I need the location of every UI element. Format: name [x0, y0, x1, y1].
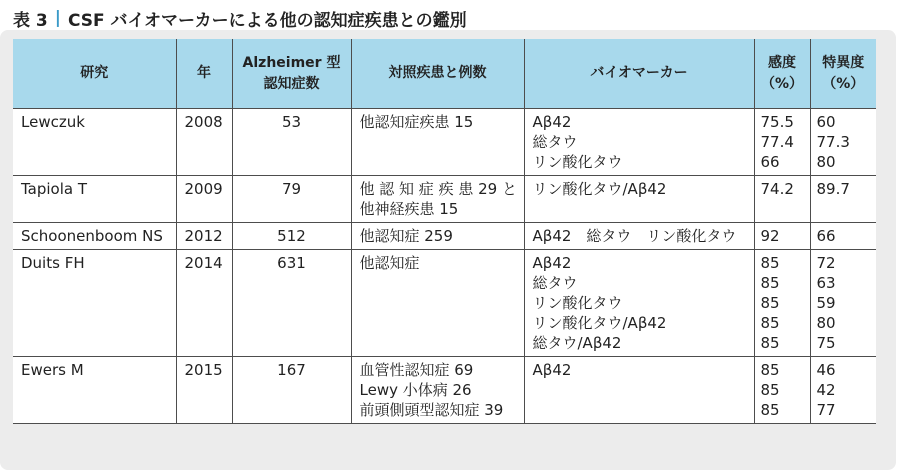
sensitivity-value: 85 [760, 294, 780, 312]
control-cell [351, 109, 524, 176]
specificity-value: 46 [816, 361, 836, 379]
sensitivity-value: 85 [760, 361, 780, 379]
study-cell: Schoonenboom NS [13, 223, 176, 250]
specificity-cell [810, 223, 876, 250]
specificity-cell [810, 109, 876, 176]
table-row [13, 357, 876, 424]
control-cell [351, 223, 524, 250]
control-line: 前頭側頭型認知症 39 [359, 401, 504, 419]
ad-count-cell: 53 [232, 109, 351, 176]
specificity-value: 77 [816, 401, 836, 419]
sensitivity-value: 85 [760, 274, 780, 292]
sensitivity-cell [754, 223, 810, 250]
biomarker-cell [524, 176, 754, 223]
control-cell [351, 176, 524, 223]
header-specificity-line1: 特異度 [822, 54, 865, 71]
specificity-cell [810, 176, 876, 223]
header-sensitivity-line2: （%） [760, 75, 804, 92]
biomarker-line: 総タウ [532, 274, 578, 292]
biomarker-line: リン酸化タウ/Aβ42 [532, 314, 667, 332]
table-number: 表 3 [13, 10, 48, 31]
header-row [13, 39, 876, 109]
study-cell: Ewers M [13, 357, 176, 424]
control-line: 他認知症疾患 15 [359, 113, 474, 131]
specificity-value: 89.7 [816, 180, 850, 198]
year-cell: 2009 [176, 176, 232, 223]
specificity-value: 42 [816, 381, 836, 399]
specificity-value: 66 [816, 227, 836, 245]
control-cell [351, 250, 524, 357]
biomarker-line: リン酸化タウ [532, 294, 623, 312]
specificity-value: 80 [816, 153, 836, 171]
specificity-cell [810, 250, 876, 357]
header-control: 対照疾患と例数 [351, 39, 524, 109]
biomarker-cell [524, 357, 754, 424]
control-line: 他神経疾患 15 [359, 200, 459, 218]
control-cell [351, 357, 524, 424]
year-cell: 2012 [176, 223, 232, 250]
specificity-value: 80 [816, 314, 836, 332]
header-sensitivity [754, 39, 810, 109]
comparison-table [13, 39, 876, 424]
header-sensitivity-line1: 感度 [768, 54, 796, 71]
specificity-value: 59 [816, 294, 836, 312]
control-line: 他 認 知 症 疾 患 29 と [359, 180, 517, 198]
sensitivity-value: 85 [760, 401, 780, 419]
sensitivity-cell [754, 357, 810, 424]
specificity-cell [810, 357, 876, 424]
table-row [13, 109, 876, 176]
header-ad-line1: Alzheimer 型 [242, 54, 341, 71]
specificity-value: 72 [816, 254, 836, 272]
header-ad-line2: 認知症数 [263, 75, 320, 92]
sensitivity-value: 85 [760, 381, 780, 399]
biomarker-line: リン酸化タウ [532, 153, 623, 171]
sensitivity-value: 66 [760, 153, 780, 171]
specificity-value: 60 [816, 113, 836, 131]
year-cell: 2014 [176, 250, 232, 357]
control-line: 他認知症 [359, 254, 420, 272]
sensitivity-cell [754, 109, 810, 176]
sensitivity-value: 74.2 [760, 180, 794, 198]
sensitivity-value: 92 [760, 227, 780, 245]
year-cell: 2008 [176, 109, 232, 176]
biomarker-line: Aβ42 総タウ リン酸化タウ [532, 227, 737, 245]
biomarker-line: 総タウ [532, 133, 578, 151]
header-ad-count [232, 39, 351, 109]
caption-text: CSF バイオマーカーによる他の認知症疾患との鑑別 [67, 10, 467, 31]
year-cell: 2015 [176, 357, 232, 424]
header-biomarker: バイオマーカー [524, 39, 754, 109]
study-cell: Duits FH [13, 250, 176, 357]
sensitivity-value: 85 [760, 334, 780, 352]
header-specificity [810, 39, 876, 109]
header-specificity-line2: （%） [822, 75, 865, 92]
control-line: Lewy 小体病 26 [359, 381, 472, 399]
sensitivity-cell [754, 176, 810, 223]
biomarker-line: 総タウ/Aβ42 [532, 334, 622, 352]
control-line: 血管性認知症 69 [359, 361, 474, 379]
biomarker-cell [524, 250, 754, 357]
sensitivity-cell [754, 250, 810, 357]
specificity-value: 63 [816, 274, 836, 292]
table-caption [13, 5, 467, 31]
caption-separator: | [54, 8, 61, 28]
biomarker-line: Aβ42 [532, 254, 572, 272]
biomarker-cell [524, 223, 754, 250]
table-row [13, 250, 876, 357]
sensitivity-value: 85 [760, 254, 780, 272]
table-body [13, 109, 876, 424]
sensitivity-value: 77.4 [760, 133, 794, 151]
specificity-value: 77.3 [816, 133, 850, 151]
table-row [13, 223, 876, 250]
sensitivity-value: 85 [760, 314, 780, 332]
biomarker-line: Aβ42 [532, 113, 572, 131]
biomarker-cell [524, 109, 754, 176]
control-line: 他認知症 259 [359, 227, 453, 245]
ad-count-cell: 512 [232, 223, 351, 250]
header-year: 年 [176, 39, 232, 109]
sensitivity-value: 75.5 [760, 113, 794, 131]
study-cell: Lewczuk [13, 109, 176, 176]
ad-count-cell: 167 [232, 357, 351, 424]
biomarker-line: リン酸化タウ/Aβ42 [532, 180, 667, 198]
study-cell: Tapiola T [13, 176, 176, 223]
table-row [13, 176, 876, 223]
ad-count-cell: 79 [232, 176, 351, 223]
ad-count-cell: 631 [232, 250, 351, 357]
specificity-value: 75 [816, 334, 836, 352]
biomarker-line: Aβ42 [532, 361, 572, 379]
header-study: 研究 [13, 39, 176, 109]
